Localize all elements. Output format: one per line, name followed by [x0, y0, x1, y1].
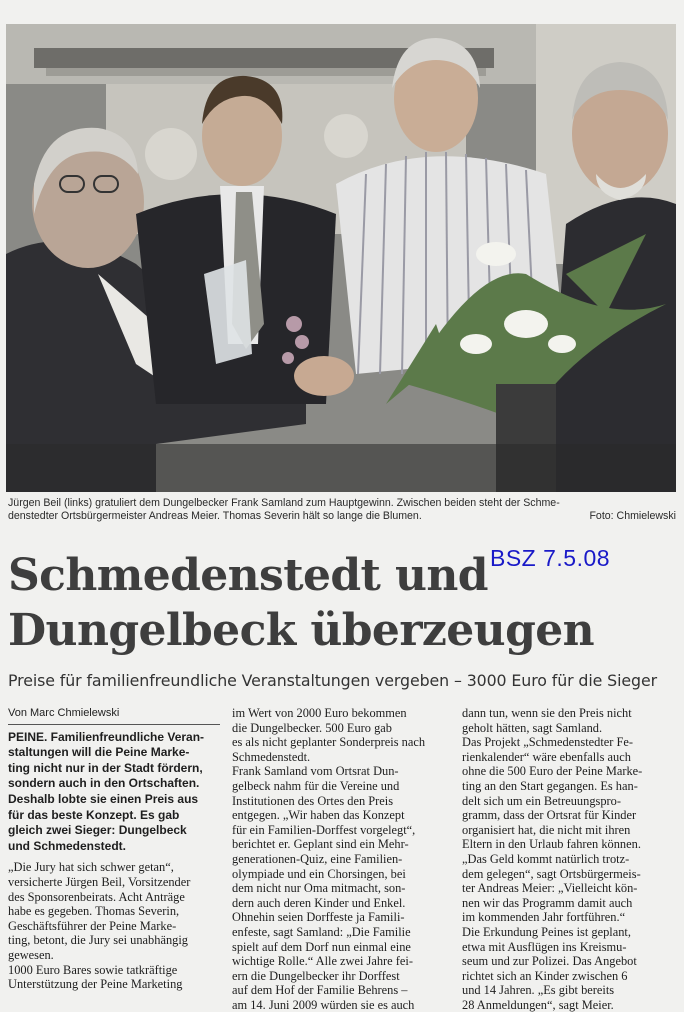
caption-line-1: Jürgen Beil (links) gratuliert dem Dungelbecker Frank Samland zum Hauptgewinn. Zwischen beiden steht der Schme-	[8, 497, 560, 509]
text-line: ter Andreas Meier: „Vielleicht kön-	[462, 881, 638, 896]
headline-line-2: Dungelbeck überzeugen	[8, 605, 595, 656]
text-line: für das beste Konzept. Es gab	[8, 807, 180, 822]
text-line: etwa mit Ausflügen ins Kreismu-	[462, 939, 627, 954]
text-line: am 14. Juni 2009 würden sie es auch	[232, 997, 415, 1012]
text-line: delt sich um ein Betreuungspro-	[462, 793, 621, 808]
text-line: ohne die 500 Euro der Peine Marke-	[462, 764, 643, 779]
text-line: auf dem Hof der Familie Behrens –	[232, 983, 408, 998]
text-line: und 14 Jahren. „Es gibt bereits	[462, 983, 615, 998]
article-column-3	[462, 706, 676, 1012]
article-column-2	[232, 706, 454, 1012]
text-line: gelbeck nahm für die Vereine und	[232, 778, 400, 793]
text-line: nen wir das Programm damit auch	[462, 895, 633, 910]
text-line: ting nicht nur in der Stadt fördern,	[8, 760, 203, 775]
text-line: wichtige Rolle.“ Alle zwei Jahre fei-	[232, 954, 413, 969]
text-line: es als nicht geplanter Sonderpreis nach	[232, 735, 426, 750]
text-line: richtet sich an Kinder zwischen 6	[462, 968, 628, 983]
text-line: im kommenden Jahr fortführen.“	[462, 910, 626, 925]
headline-line-1: Schmedenstedt und	[8, 550, 488, 601]
text-line: Schmedenstedt.	[232, 749, 311, 764]
subheadline: Preise für familienfreundliche Veranstaltungen vergeben – 3000 Euro für die Sieger	[8, 671, 657, 690]
text-line: Ohnehin seien Dorffeste ja Famili-	[232, 910, 405, 925]
text-line: „Das Geld kommt natürlich trotz-	[462, 851, 630, 866]
text-line: seum und zur Polizei. Das Angebot	[462, 954, 637, 969]
text-line: ting, betont, die Jury sei unabhängig	[8, 933, 188, 948]
photo-caption	[8, 497, 676, 524]
text-line: 1000 Euro Bares sowie tatkräftige	[8, 962, 178, 977]
text-line: staltungen will die Peine Marke-	[8, 745, 190, 760]
text-line: organisiert hat, die nicht mit ihren	[462, 822, 631, 837]
text-line: Institutionen des Ortes den Preis	[232, 793, 394, 808]
lead-paragraph	[8, 730, 220, 855]
photo-credit: Foto: Chmielewski	[589, 510, 676, 523]
text-line: rienkalender“ wäre ebenfalls auch	[462, 749, 631, 764]
text-line: generationen-Quiz, eine Familien-	[232, 851, 403, 866]
headline	[8, 548, 594, 658]
text-line: habe es gegeben. Thomas Severin,	[8, 904, 180, 919]
byline: Von Marc Chmielewski	[8, 706, 220, 725]
text-line: sondern auch in den Ortschaften.	[8, 776, 200, 791]
text-line: geholt hätten, sagt Samland.	[462, 720, 603, 735]
photo-illustration	[6, 24, 676, 492]
text-line: dann tun, wenn sie den Preis nicht	[462, 706, 632, 720]
text-line: Deshalb lobte sie einen Preis aus	[8, 791, 199, 806]
caption-line-2	[8, 510, 676, 523]
text-line: ern die Dungelbecker ihr Dorffest	[232, 968, 400, 983]
text-line: die Dungelbecker. 500 Euro gab	[232, 720, 392, 735]
text-line: gramm, dass der Ortsrat für Kinder	[462, 808, 637, 823]
text-line: und Schmedenstedt.	[8, 838, 127, 853]
text-line: ting an den Start gegangen. Es han-	[462, 778, 638, 793]
caption-line-2-text: denstedter Ortsbürgermeister Andreas Meier. Thomas Severin hält so lange die Blumen.	[8, 510, 422, 523]
column-1-body	[8, 860, 220, 991]
source-date-stamp: BSZ 7.5.08	[490, 545, 611, 571]
text-line: spielt auf dem Dorf nun einmal eine	[232, 939, 411, 954]
text-line: Die Erkundung Peines ist geplant,	[462, 924, 631, 939]
text-line: für ein Familien-Dorffest vorgelegt“,	[232, 822, 416, 837]
text-line: Eltern in den Urlaub fahren können.	[462, 837, 641, 852]
text-line: berichtet er. Geplant sind ein Mehr-	[232, 837, 409, 852]
text-line: 28 Anmeldungen“, sagt Meier.	[462, 997, 614, 1012]
text-line: im Wert von 2000 Euro bekommen	[232, 706, 407, 720]
text-line: des Sponsorenbeirats. Acht Anträge	[8, 889, 185, 904]
text-line: Unterstützung der Peine Marketing	[8, 977, 183, 992]
news-photo	[6, 24, 676, 492]
text-line: Das Projekt „Schmedenstedter Fe-	[462, 735, 634, 750]
text-line: dem nicht nur Oma mitmacht, son-	[232, 881, 406, 896]
text-line: Frank Samland vom Ortsrat Dun-	[232, 764, 399, 779]
text-line: entgegen. „Wir haben das Konzept	[232, 808, 405, 823]
text-line: dern auch deren Kinder und Enkel.	[232, 895, 406, 910]
text-line: gewesen.	[8, 947, 54, 962]
text-line: dem gelegen“, sagt Ortsbürgermeis-	[462, 866, 641, 881]
text-line: „Die Jury hat sich schwer getan“,	[8, 860, 174, 875]
text-line: olympiade und ein Chorsingen, bei	[232, 866, 406, 881]
text-line: gleich zwei Sieger: Dungelbeck	[8, 823, 187, 838]
text-line: enfeste, sagt Samland: „Die Familie	[232, 924, 411, 939]
text-line: PEINE. Familienfreundliche Veran-	[8, 729, 205, 744]
text-line: versicherte Jürgen Beil, Vorsitzender	[8, 874, 191, 889]
text-line: Geschäftsführer der Peine Marke-	[8, 918, 177, 933]
article-column-1	[8, 706, 220, 992]
